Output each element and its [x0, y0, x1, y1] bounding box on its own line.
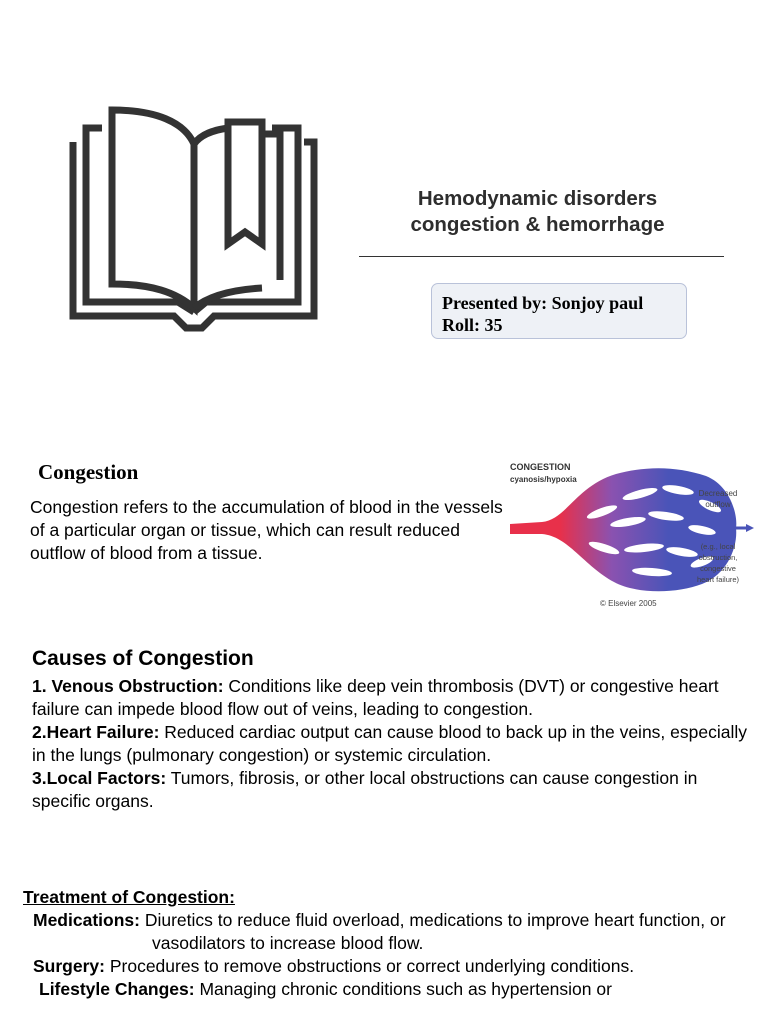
figure-label-outflow: outflow	[705, 500, 731, 509]
treatment-label-medications: Medications:	[33, 910, 140, 930]
cause-label-1: 1. Venous Obstruction:	[32, 676, 224, 696]
cause-item-3	[32, 767, 757, 813]
figure-copyright: © Elsevier 2005	[600, 599, 657, 608]
cause-text-3: Tumors, fibrosis, or other local obstructions can cause congestion in specific organs.	[32, 768, 698, 811]
presenter-box	[431, 283, 687, 339]
cause-text-1: Conditions like deep vein thrombosis (DVT) or congestive heart failure can impede blood flow out of veins, leading to congestion.	[32, 676, 719, 719]
treatment-section	[23, 886, 753, 1001]
figure-note-3: congestive	[700, 564, 736, 573]
presenter-label: Presented by: Sonjoy paul	[442, 293, 644, 313]
title-line-2: congestion & hemorrhage	[410, 213, 665, 236]
treatment-item-medications	[23, 909, 753, 955]
treatment-heading: Treatment of Congestion:	[23, 887, 235, 907]
treatment-item-lifestyle	[23, 978, 753, 1001]
treatment-text-surgery: Procedures to remove obstructions or correct underlying conditions.	[104, 956, 635, 976]
treatment-label-lifestyle: Lifestyle Changes:	[39, 979, 195, 999]
figure-label-decreased: Decreased	[698, 489, 738, 498]
congestion-heading: Congestion	[38, 460, 139, 484]
causes-section	[32, 646, 757, 813]
treatment-label-surgery: Surgery:	[33, 956, 105, 976]
figure-note-2: obstruction,	[698, 553, 738, 562]
treatment-item-surgery	[23, 955, 753, 978]
cause-label-3: 3.Local Factors:	[32, 768, 167, 788]
page-title	[360, 186, 715, 238]
cause-text-2: Reduced cardiac output can cause blood to back up in the veins, especially in the lungs (pulmonary congestion) or systemic circulation.	[32, 722, 747, 765]
congestion-diagram	[506, 456, 758, 614]
figure-note-1: (e.g., local	[700, 542, 736, 551]
open-book-icon	[66, 104, 322, 334]
causes-heading: Causes of Congestion	[32, 647, 254, 670]
title-divider	[359, 256, 724, 257]
figure-subtitle: cyanosis/hypoxia	[510, 475, 577, 484]
figure-note-4: heart failure)	[696, 575, 740, 584]
figure-title: CONGESTION	[510, 462, 571, 472]
cause-label-2: 2.Heart Failure:	[32, 722, 160, 742]
treatment-text-medications: Diuretics to reduce fluid overload, medications to improve heart function, or vasodilators to increase blood flow.	[139, 910, 726, 953]
title-line-1: Hemodynamic disorders	[417, 187, 658, 210]
cause-item-2	[32, 721, 757, 767]
cause-item-1	[32, 675, 757, 721]
treatment-text-lifestyle: Managing chronic conditions such as hypertension or	[194, 979, 612, 999]
congestion-definition: Congestion refers to the accumulation of blood in the vessels of a particular organ or tissue, which can result reduced outflow of blood from a tissue.	[30, 497, 503, 563]
roll-label: Roll: 35	[442, 315, 503, 335]
